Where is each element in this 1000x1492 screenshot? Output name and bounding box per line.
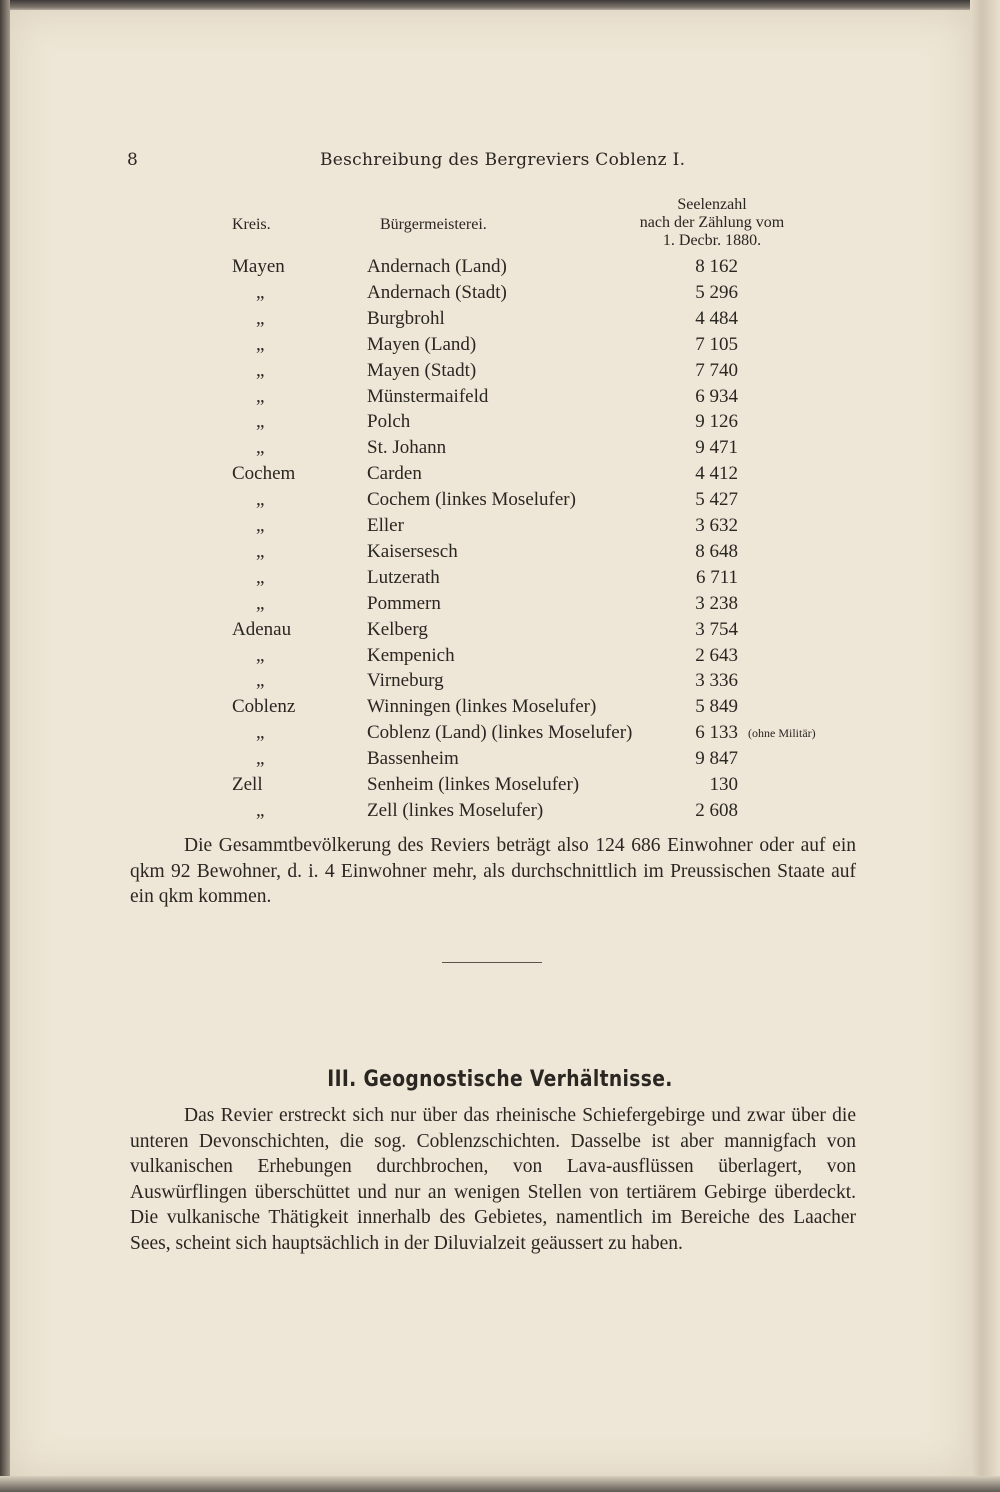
cell-kreis: „: [256, 540, 265, 562]
table-row: [0, 437, 1000, 463]
cell-buergermeisterei: Lutzerath: [367, 566, 440, 588]
table-row: [0, 567, 1000, 593]
cell-kreis: „: [256, 566, 265, 588]
table-row: [0, 800, 1000, 826]
cell-buergermeisterei: Burgbrohl: [367, 307, 445, 329]
cell-buergermeisterei: Kempenich: [367, 644, 455, 666]
cell-kreis: Adenau: [232, 618, 292, 640]
cell-kreis: „: [256, 799, 265, 821]
cell-seelenzahl: 130: [709, 774, 738, 795]
cell-buergermeisterei: Polch: [367, 411, 411, 433]
cell-kreis: „: [256, 281, 265, 303]
cell-buergermeisterei: Eller: [367, 515, 404, 536]
cell-buergermeisterei: Pommern: [367, 592, 441, 614]
cell-buergermeisterei: Andernach (Stadt): [367, 281, 507, 303]
cell-kreis: Zell: [232, 774, 263, 795]
cell-kreis: „: [256, 670, 265, 692]
cell-seelenzahl: 5 427: [695, 489, 738, 511]
cell-buergermeisterei: Virneburg: [367, 670, 444, 692]
cell-kreis: „: [256, 333, 265, 355]
cell-seelenzahl: 6 133: [695, 722, 738, 744]
table-row: [0, 593, 1000, 619]
cell-seelenzahl: 9 471: [695, 437, 738, 459]
cell-buergermeisterei: Senheim (linkes Moselufer): [367, 774, 580, 795]
cell-buergermeisterei: Andernach (Land): [367, 256, 507, 277]
cell-seelenzahl: 9 847: [695, 748, 738, 770]
cell-kreis: „: [256, 515, 265, 536]
table-row: [0, 774, 1000, 800]
cell-buergermeisterei: St. Johann: [367, 437, 447, 459]
cell-seelenzahl: 5 849: [695, 696, 738, 718]
summary-text: Die Gesammtbevölkerung des Reviers beträgt also 124 686 Einwohner oder auf ein qkm 92 Bewohner, d. i. 4 Einwohner mehr, als durchschnittlich im Preussischen Staate auf ein qkm kommen.: [130, 835, 856, 907]
book-edge-bottom: [0, 1476, 1000, 1492]
table-row: [0, 386, 1000, 412]
seelenzahl-line-2: nach der Zählung vom: [639, 214, 785, 231]
table-row: [0, 748, 1000, 774]
section-text: Das Revier erstreckt sich nur über das rheinische Schiefergebirge und zwar über die unteren Devonschichten, die sog. Coblenzschichten. Dasselbe ist aber mannigfach von vulkanischen Erhebungen durchbrochen, von Lava-ausflüssen überlagert, von Auswürflingen überschüttet und nur an wenigen Stellen von tertiärem Gebirge überdeckt. Die vulkanische Thätigkeit innerhalb des Gebietes, namentlich im Bereiche des Laacher Sees, scheint sich hauptsächlich in der Diluvialzeit geäussert zu haben.: [130, 1105, 856, 1254]
table-row: [0, 308, 1000, 334]
cell-kreis: „: [256, 748, 265, 770]
seelenzahl-line-1: Seelenzahl: [677, 196, 747, 213]
cell-buergermeisterei: Mayen (Stadt): [367, 359, 477, 381]
table-row: [0, 515, 1000, 541]
page-number: 8: [127, 150, 138, 170]
table-row: [0, 722, 1000, 748]
table-row: [0, 463, 1000, 489]
seelenzahl-line-3: 1. Decbr. 1880.: [662, 232, 762, 249]
column-header-kreis: Kreis.: [232, 216, 271, 233]
cell-kreis: „: [256, 385, 265, 407]
cell-seelenzahl: 4 412: [695, 463, 738, 485]
cell-kreis: „: [256, 437, 265, 459]
table-row: [0, 619, 1000, 645]
table-row: [0, 282, 1000, 308]
cell-kreis: „: [256, 592, 265, 614]
cell-seelenzahl: 2 608: [695, 799, 738, 821]
section-paragraph: [130, 1103, 856, 1256]
cell-seelenzahl: 8 162: [695, 256, 738, 277]
cell-kreis: „: [256, 359, 265, 381]
cell-seelenzahl: 3 238: [695, 592, 738, 614]
cell-kreis: „: [256, 644, 265, 666]
cell-buergermeisterei: Bassenheim: [367, 748, 459, 770]
cell-seelenzahl: 5 296: [695, 281, 738, 303]
table-row: [0, 489, 1000, 515]
cell-buergermeisterei: Winningen (linkes Moselufer): [367, 696, 597, 718]
cell-seelenzahl: 8 648: [695, 540, 738, 562]
table-row: [0, 541, 1000, 567]
running-head: Beschreibung des Bergreviers Coblenz I.: [320, 150, 686, 170]
cell-seelenzahl: 3 754: [695, 618, 738, 640]
cell-kreis: „: [256, 307, 265, 329]
table-row: [0, 360, 1000, 386]
section-title: III. Geognostische Verhältnisse.: [327, 1067, 673, 1092]
cell-seelenzahl: 7 105: [695, 333, 738, 355]
cell-buergermeisterei: Carden: [367, 463, 422, 485]
cell-kreis: Cochem: [232, 463, 296, 485]
section-divider: [442, 962, 542, 963]
cell-kreis: „: [256, 489, 265, 511]
cell-seelenzahl: 6 934: [695, 385, 738, 407]
cell-kreis: „: [256, 722, 265, 744]
cell-buergermeisterei: Kaisersesch: [367, 540, 458, 562]
cell-seelenzahl: 3 632: [695, 515, 738, 536]
page-header: [0, 150, 1000, 174]
cell-note: (ohne Militär): [748, 726, 816, 741]
cell-seelenzahl: 2 643: [695, 644, 738, 666]
column-header-seelenzahl: [612, 196, 812, 250]
cell-buergermeisterei: Zell (linkes Moselufer): [367, 799, 544, 821]
table-row: [0, 645, 1000, 671]
table-row: [0, 696, 1000, 722]
cell-buergermeisterei: Kelberg: [367, 618, 428, 640]
cell-buergermeisterei: Cochem (linkes Moselufer): [367, 489, 576, 511]
cell-buergermeisterei: Mayen (Land): [367, 333, 477, 355]
table-row: [0, 334, 1000, 360]
column-header-buergermeisterei: Bürgermeisterei.: [380, 216, 487, 233]
table-row: [0, 411, 1000, 437]
cell-seelenzahl: 6 711: [695, 566, 738, 588]
cell-seelenzahl: 3 336: [695, 670, 738, 692]
table-row: [0, 256, 1000, 282]
table-row: [0, 670, 1000, 696]
cell-buergermeisterei: Coblenz (Land) (linkes Moselufer): [367, 722, 633, 744]
summary-paragraph: [130, 833, 856, 910]
cell-seelenzahl: 9 126: [695, 411, 738, 433]
cell-seelenzahl: 7 740: [695, 359, 738, 381]
cell-buergermeisterei: Münstermaifeld: [367, 385, 489, 407]
cell-kreis: Coblenz: [232, 696, 296, 718]
cell-kreis: „: [256, 411, 265, 433]
cell-kreis: Mayen: [232, 256, 285, 277]
cell-seelenzahl: 4 484: [695, 307, 738, 329]
